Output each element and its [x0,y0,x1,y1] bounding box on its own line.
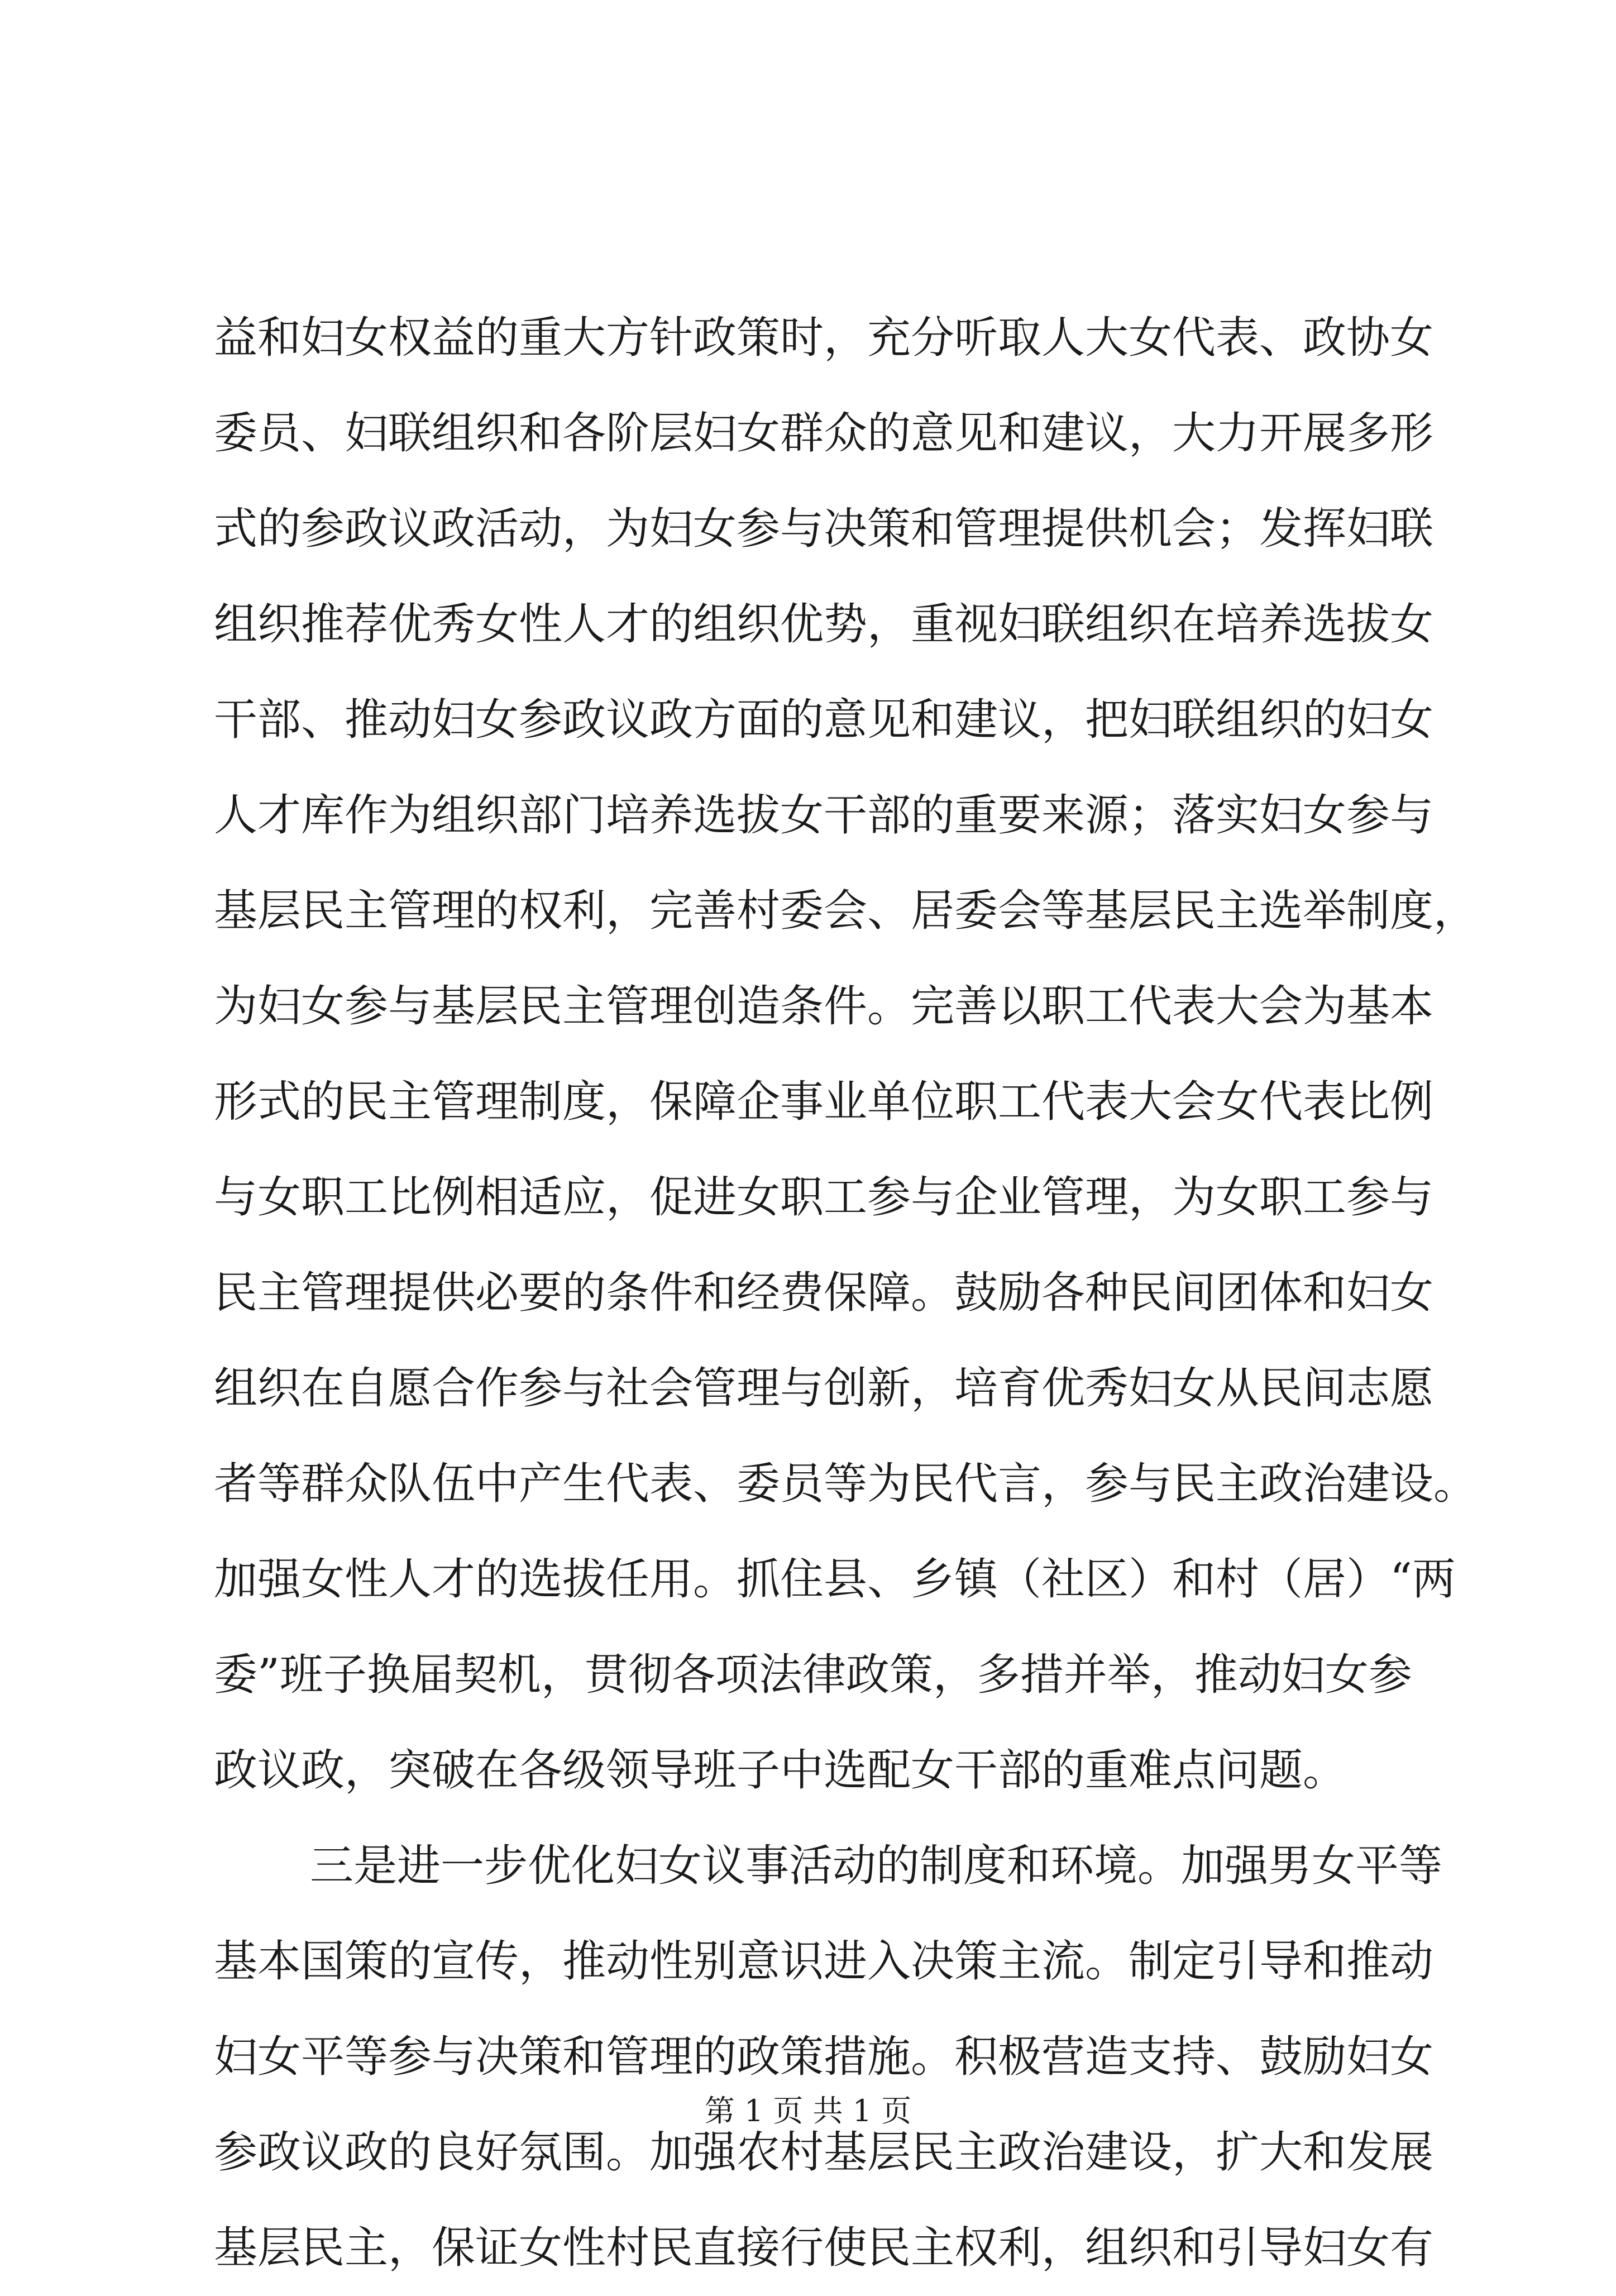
text-line: 民主管理提供必要的条件和经费保障。鼓励各种民间团体和妇女 [214,1268,1434,1318]
text-line: 政议政，突破在各级领导班子中选配女干部的重难点问题。 [214,1745,1347,1796]
text-line: 妇女平等参与决策和管理的政策措施。积极营造支持、鼓励妇女 [214,2032,1434,2082]
text-line: 组织在自愿合作参与社会管理与创新，培育优秀妇女从民间志愿 [214,1363,1434,1414]
text-line: 基本国策的宣传，推动性别意识进入决策主流。制定引导和推动 [214,1936,1434,1987]
text-line: 形式的民主管理制度，保障企事业单位职工代表大会女代表比例 [214,1077,1434,1127]
text-line: 加强女性人才的选拔任用。抓住县、乡镇（社区）和村（居）“两 [214,1554,1456,1605]
body-text [214,290,1478,2296]
text-line: 益和妇女权益的重大方针政策时，充分听取人大女代表、政协女 [214,313,1434,363]
text-line: 基层民主管理的权利，完善村委会、居委会等基层民主选举制度， [214,886,1478,936]
text-line: 人才库作为组织部门培养选拔女干部的重要来源；落实妇女参与 [214,790,1434,841]
text-line: 与女职工比例相适应，促进女职工参与企业管理，为女职工参与 [214,1172,1434,1223]
text-line: 三是进一步优化妇女议事活动的制度和环境。加强男女平等 [310,1841,1443,1891]
page-number-footer: 第 1 页 共 1 页 [704,2093,912,2128]
text-line: 干部、推动妇女参政议政方面的意见和建议，把妇联组织的妇女 [214,695,1434,745]
text-line: 参政议政的良好氛围。加强农村基层民主政治建设，扩大和发展 [214,2127,1434,2178]
text-line: 为妇女参与基层民主管理创造条件。完善以职工代表大会为基本 [214,981,1434,1032]
text-line: 委员、妇联组织和各阶层妇女群众的意见和建议，大力开展多形 [214,408,1434,459]
text-line: 者等群众队伍中产生代表、委员等为民代言，参与民主政治建设。 [214,1459,1478,1509]
text-line: 组织推荐优秀女性人才的组织优势，重视妇联组织在培养选拔女 [214,599,1434,650]
text-line: 基层民主，保证女性村民直接行使民主权利，组织和引导妇女有 [214,2223,1434,2273]
text-line: 委”班子换届契机，贯彻各项法律政策，多措并举，推动妇女参 [214,1650,1412,1700]
text-line: 式的参政议政活动，为妇女参与决策和管理提供机会；发挥妇联 [214,504,1434,554]
